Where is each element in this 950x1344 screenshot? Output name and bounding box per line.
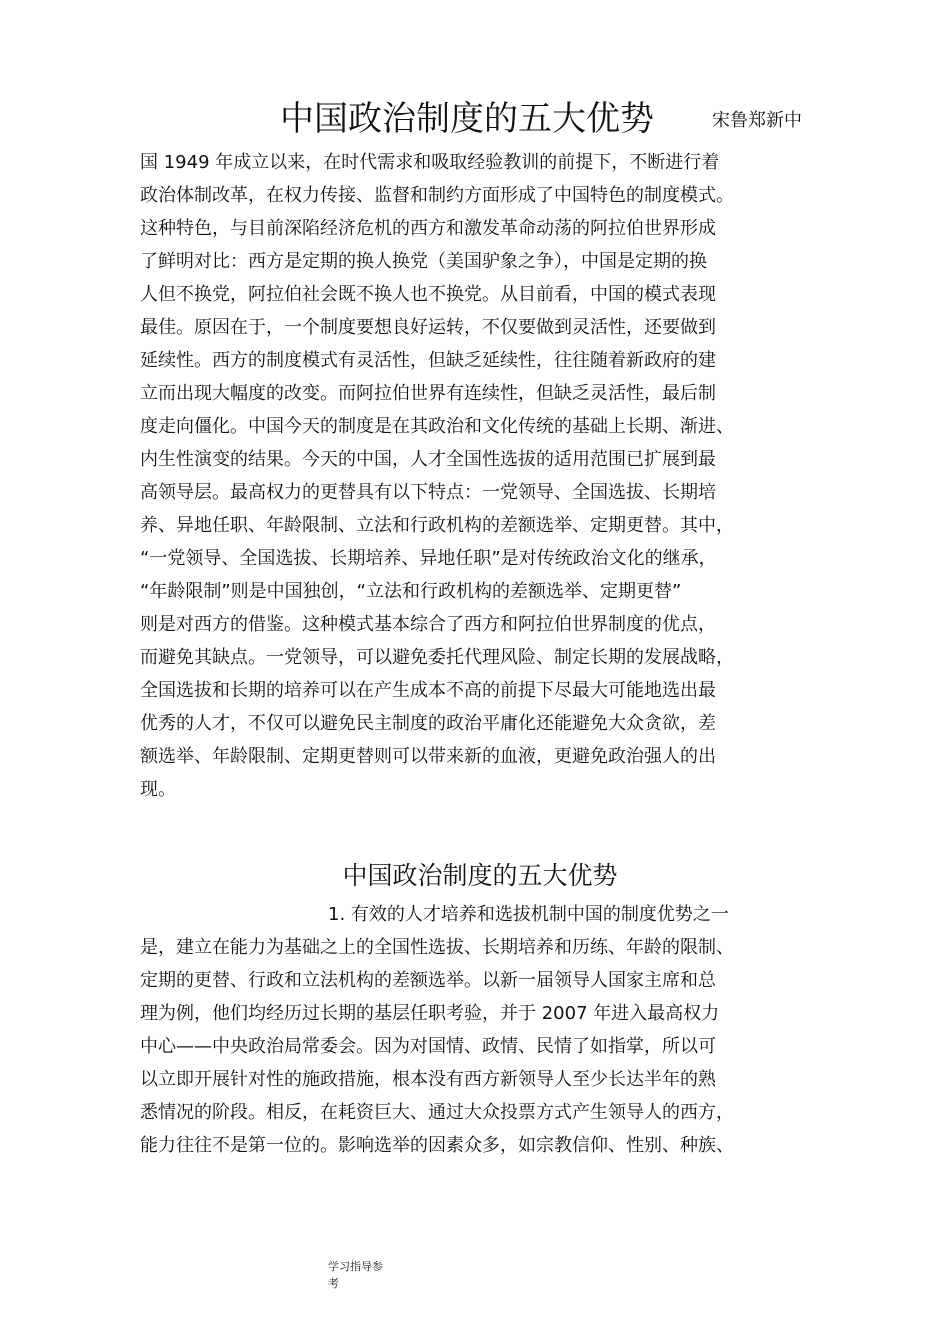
text-line: 中心——中央政治局常委会。因为对国情、政情、民情了如指掌，所以可 xyxy=(140,1036,716,1057)
author-inline-text: 宋鲁郑新中 xyxy=(712,110,802,131)
text-line: 全国选拔和长期的培养可以在产生成本不高的前提下尽最大可能地选出最 xyxy=(140,680,716,701)
text-line: 度走向僵化。中国今天的制度是在其政治和文化传统的基础上长期、渐进、 xyxy=(140,416,734,437)
section-heading: 中国政治制度的五大优势 xyxy=(342,861,618,890)
text-line: 养、异地任职、年龄限制、立法和行政机构的差额选举、定期更替。其中， xyxy=(140,515,734,536)
text-line: 悉情况的阶段。相反，在耗资巨大、通过大众投票方式产生领导人的西方， xyxy=(140,1102,734,1123)
text-line: “一党领导、全国选拔、长期培养、异地任职”是对传统政治文化的继承， xyxy=(140,548,717,569)
text-line: 了鲜明对比：西方是定期的换人换党（美国驴象之争），中国是定期的换 xyxy=(140,251,707,272)
text-line: 最佳。原因在于，一个制度要想良好运转，不仅要做到灵活性，还要做到 xyxy=(140,317,716,338)
text-line: 则是对西方的借鉴。这种模式基本综合了西方和阿拉伯世界制度的优点， xyxy=(140,614,716,635)
text-line: 这种特色，与目前深陷经济危机的西方和激发革命动荡的阿拉伯世界形成 xyxy=(140,218,716,239)
text-line: 理为例，他们均经历过长期的基层任职考验，并于 2007 年进入最高权力 xyxy=(140,1003,720,1024)
text-line-numbered: 1. 有效的人才培养和选拔机制中国的制度优势之一 xyxy=(328,904,729,925)
text-line: 现。 xyxy=(140,779,176,800)
paragraph-1 xyxy=(140,146,840,806)
text-line: 优秀的人才，不仅可以避免民主制度的政治平庸化还能避免大众贪欲，差 xyxy=(140,713,716,734)
title-line xyxy=(140,96,840,142)
text-line: 定期的更替、行政和立法机构的差额选举。以新一届领导人国家主席和总 xyxy=(140,970,716,991)
text-line: 高领导层。最高权力的更替具有以下特点：一党领导、全国选拔、长期培 xyxy=(140,482,716,503)
text-line: 立而出现大幅度的改变。而阿拉伯世界有连续性，但缺乏灵活性，最后制 xyxy=(140,383,716,404)
text-line: 政治体制改革，在权力传接、监督和制约方面形成了中国特色的制度模式。 xyxy=(140,185,734,206)
footer-text-line-2: 考 xyxy=(328,1277,339,1290)
footer-text-line-1: 学习指导参 xyxy=(328,1260,383,1273)
text-line: 人但不换党，阿拉伯社会既不换人也不换党。从目前看，中国的模式表现 xyxy=(140,284,716,305)
paragraph-2 xyxy=(140,898,840,1162)
text-line: 国 1949 年成立以来，在时代需求和吸取经验教训的前提下，不断进行着 xyxy=(140,152,720,173)
text-line: 以立即开展针对性的施政措施，根本没有西方新领导人至少长达半年的熟 xyxy=(140,1069,716,1090)
document-title: 中国政治制度的五大优势 xyxy=(280,99,654,139)
text-line: 额选举、年龄限制、定期更替则可以带来新的血液，更避免政治强人的出 xyxy=(140,746,716,767)
text-line: 内生性演变的结果。今天的中国，人才全国性选拔的适用范围已扩展到最 xyxy=(140,449,716,470)
text-line: 是，建立在能力为基础之上的全国性选拔、长期培养和历练、年龄的限制、 xyxy=(140,937,734,958)
page-footer xyxy=(328,1258,383,1292)
text-line: 能力往往不是第一位的。影响选举的因素众多，如宗教信仰、性别、种族、 xyxy=(140,1135,734,1156)
text-line: “年龄限制”则是中国独创，“立法和行政机构的差额选举、定期更替” xyxy=(140,581,682,602)
text-line: 而避免其缺点。一党领导，可以避免委托代理风险、制定长期的发展战略， xyxy=(140,647,734,668)
text-line: 延续性。西方的制度模式有灵活性，但缺乏延续性，往往随着新政府的建 xyxy=(140,350,716,371)
